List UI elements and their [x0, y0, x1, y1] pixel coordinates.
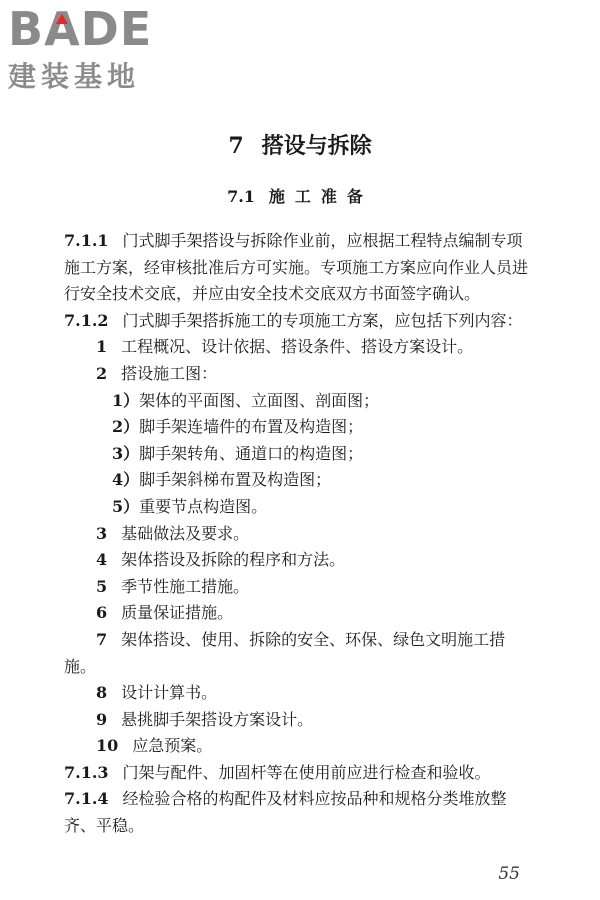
section-heading [0, 185, 600, 209]
item-text: 基础做法及要求。 [121, 523, 250, 543]
item-text: 应急预案。 [132, 736, 213, 756]
sub-item-number: 1） [112, 390, 140, 410]
sub-item-text: 脚手架连墙件的布置及构造图； [139, 417, 364, 437]
clause [64, 786, 534, 839]
clause [64, 308, 534, 335]
list-item [64, 680, 534, 707]
clause-number: 7.1.3 [64, 762, 109, 782]
item-number: 4 [96, 550, 108, 570]
clause-number: 7.1.2 [64, 310, 109, 330]
clause-text: 经检验合格的构配件及材料应按品种和规格分类堆放整齐、平稳。 [64, 789, 507, 836]
section-title: 施工准备 [268, 187, 373, 206]
clause-number: 7.1.1 [64, 231, 109, 250]
section-number: 7.1 [227, 187, 255, 206]
list-item [64, 361, 534, 388]
chapter-title: 搭设与拆除 [261, 133, 372, 159]
item-text: 质量保证措施。 [121, 603, 234, 623]
clause-number: 7.1.4 [64, 789, 109, 809]
clause [64, 760, 534, 787]
item-number: 9 [96, 709, 108, 729]
chapter-heading [0, 131, 600, 161]
list-item [64, 521, 534, 548]
sub-item [64, 494, 534, 521]
sub-item-number: 3） [112, 443, 140, 463]
sub-item [64, 467, 534, 494]
logo-letter-b: B [8, 2, 45, 56]
list-item [64, 627, 534, 680]
page-number: 55 [498, 864, 520, 884]
sub-item-number: 2） [112, 417, 140, 437]
item-number: 5 [96, 576, 108, 596]
sub-item [64, 388, 534, 415]
document-body [64, 228, 534, 840]
logo-letters-de: DE [80, 2, 153, 56]
item-number: 10 [96, 736, 119, 756]
logo-subtitle: 建装基地 [8, 60, 141, 93]
sub-item-text: 脚手架斜梯布置及构造图； [139, 470, 332, 490]
item-number: 1 [96, 337, 108, 357]
item-text: 悬挑脚手架搭设方案设计。 [121, 709, 314, 729]
list-item [64, 707, 534, 734]
clause-text: 门式脚手架搭拆施工的专项施工方案，应包括下列内容： [122, 310, 523, 330]
list-item [64, 547, 534, 574]
sub-item-number: 5） [112, 496, 140, 516]
list-item [64, 334, 534, 361]
chapter-number: 7 [228, 133, 244, 159]
clause-text: 门架与配件、加固杆等在使用前应进行检查和验收。 [122, 762, 491, 782]
item-number: 8 [96, 683, 108, 703]
list-item [64, 733, 534, 760]
item-text: 工程概况、设计依据、搭设条件、搭设方案设计。 [121, 337, 474, 357]
sub-item-text: 重要节点构造图。 [139, 496, 268, 516]
item-text: 设计计算书。 [121, 683, 218, 703]
item-number: 7 [96, 629, 108, 649]
sub-item [64, 414, 534, 441]
brand-logo [8, 4, 178, 94]
sub-item-number: 4） [112, 470, 140, 490]
clause [64, 228, 534, 308]
logo-wordmark [8, 4, 178, 54]
list-item [64, 574, 534, 601]
item-text: 季节性施工措施。 [121, 576, 250, 596]
sub-item-text: 架体的平面图、立面图、剖面图； [139, 390, 380, 410]
item-text: 搭设施工图： [121, 363, 218, 383]
item-text: 架体搭设、使用、拆除的安全、环保、绿色文明施工措施。 [64, 629, 506, 676]
item-number: 6 [96, 603, 108, 623]
item-number: 3 [96, 523, 108, 543]
item-number: 2 [96, 363, 108, 383]
sub-item-text: 脚手架转角、通道口的构造图； [139, 443, 364, 463]
sub-item [64, 441, 534, 468]
item-text: 架体搭设及拆除的程序和方法。 [121, 550, 346, 570]
clause-text: 门式脚手架搭设与拆除作业前，应根据工程特点编制专项施工方案，经审核批准后方可实施。专项施工方案应向作业人员进行安全技术交底，并应由安全技术交底双方书面签字确认。 [64, 231, 529, 304]
logo-letter-a: A [44, 2, 81, 56]
list-item [64, 600, 534, 627]
